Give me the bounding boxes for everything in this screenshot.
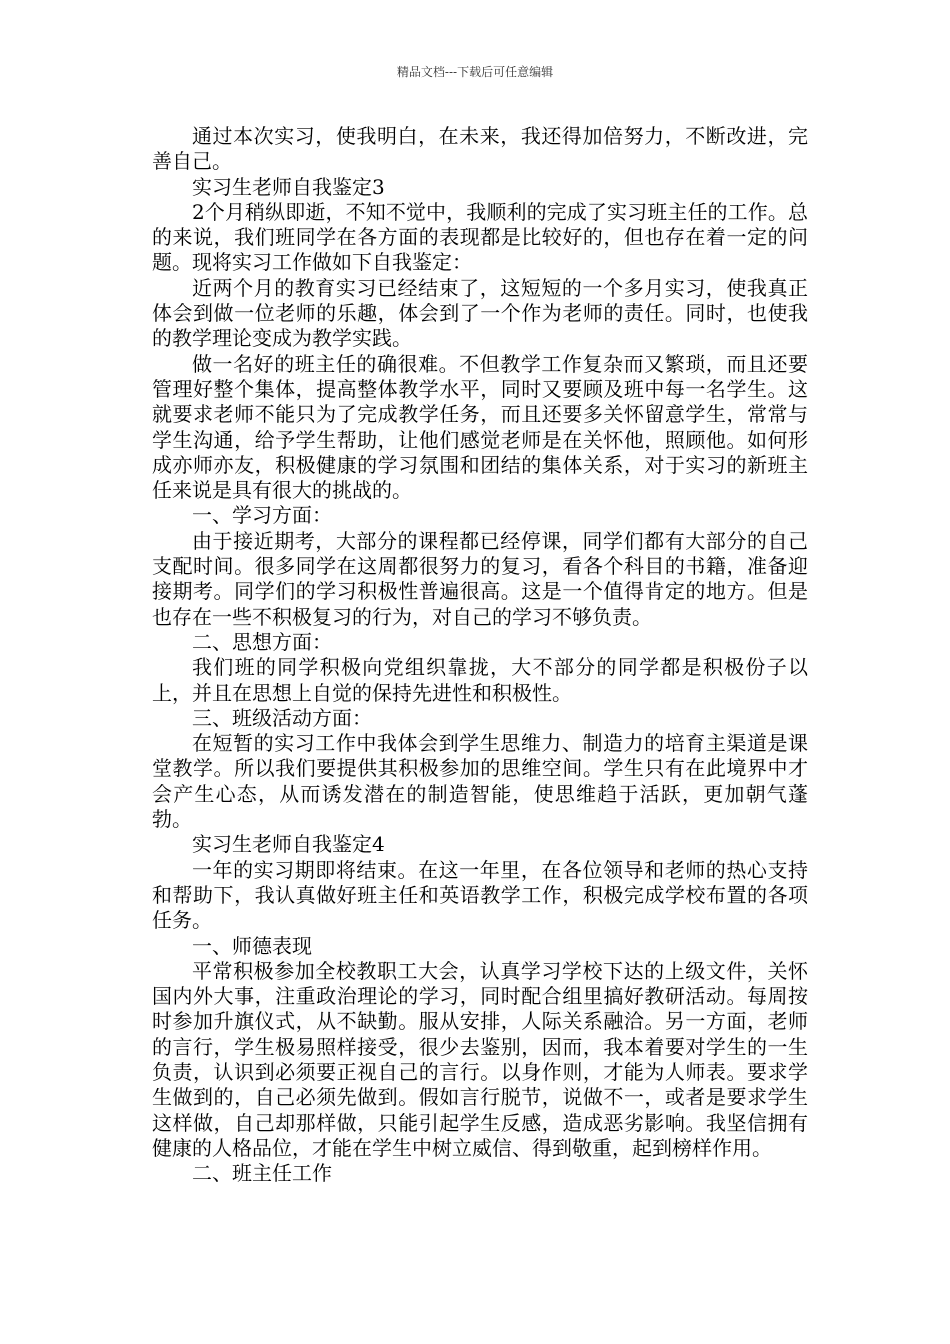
paragraph: 近两个月的教育实习已经结束了，这短短的一个多月实习，使我真正体会到做一位老师的乐趣，体会到了一个作为老师的责任。同时，也使我的教学理论变成为教学实践。 xyxy=(152,275,808,351)
section-heading: 实习生老师自我鉴定3 xyxy=(192,174,385,199)
section-heading: 实习生老师自我鉴定4 xyxy=(192,832,385,857)
paragraph: 在短暂的实习工作中我体会到学生思维力、制造力的培育主渠道是课堂教学。所以我们要提供其积极参加的思维空间。学生只有在此境界中才会产生心态，从而诱发潜在的制造智能，使思维趋于活跃，更加朝气蓬勃。 xyxy=(152,731,808,832)
document-body xyxy=(152,124,808,1186)
subheading: 一、学习方面： xyxy=(192,503,332,528)
page-header: 精品文档---下载后可任意编辑 xyxy=(396,65,554,79)
paragraph: 做一名好的班主任的确很难。不但教学工作复杂而又繁琐，而且还要管理好整个集体，提高整体教学水平，同时又要顾及班中每一名学生。这就要求老师不能只为了完成教学任务，而且还要多关怀留意学生，常常与学生沟通，给予学生帮助，让他们感觉老师是在关怀他，照顾他。如何形成亦师亦友，积极健康的学习氛围和团结的集体关系，对于实习的新班主任来说是具有很大的挑战的。 xyxy=(152,351,808,503)
subheading: 二、班主任工作 xyxy=(192,1161,332,1186)
paragraph: 由于接近期考，大部分的课程都已经停课，同学们都有大部分的自己支配时间。很多同学在这周都很努力的复习，看各个科目的书籍，准备迎接期考。同学们的学习积极性普遍很高。这是一个值得肯定的地方。但是也存在一些不积极复习的行为，对自己的学习不够负责。 xyxy=(152,528,808,629)
subheading: 二、思想方面： xyxy=(192,629,332,654)
paragraph: 我们班的同学积极向党组织靠拢，大不部分的同学都是积极份子以上，并且在思想上自觉的保持先进性和积极性。 xyxy=(152,655,808,705)
paragraph: 一年的实习期即将结束。在这一年里，在各位领导和老师的热心支持和帮助下，我认真做好班主任和英语教学工作，积极完成学校布置的各项任务。 xyxy=(152,857,808,933)
subheading: 一、师德表现 xyxy=(192,933,312,958)
paragraph: 2个月稍纵即逝，不知不觉中，我顺利的完成了实习班主任的工作。总的来说，我们班同学在各方面的表现都是比较好的，但也存在着一定的问题。现将实习工作做如下自我鉴定： xyxy=(152,199,808,275)
paragraph: 平常积极参加全校教职工大会，认真学习学校下达的上级文件，关怀国内外大事，注重政治理论的学习，同时配合组里搞好教研活动。每周按时参加升旗仪式，从不缺勤。服从安排，人际关系融洽。另一方面，老师的言行，学生极易照样接受，很少去鉴别，因而，我本着要对学生的一生负责，认识到必须要正视自己的言行。以身作则，才能为人师表。要求学生做到的，自己必须先做到。假如言行脱节，说做不一，或者是要求学生这样做，自己却那样做，只能引起学生反感，造成恶劣影响。我坚信拥有健康的人格品位，才能在学生中树立威信、得到敬重，起到榜样作用。 xyxy=(152,958,808,1160)
subheading: 三、班级活动方面： xyxy=(192,705,372,730)
paragraph: 通过本次实习，使我明白，在未来，我还得加倍努力，不断改进，完善自己。 xyxy=(152,124,808,174)
